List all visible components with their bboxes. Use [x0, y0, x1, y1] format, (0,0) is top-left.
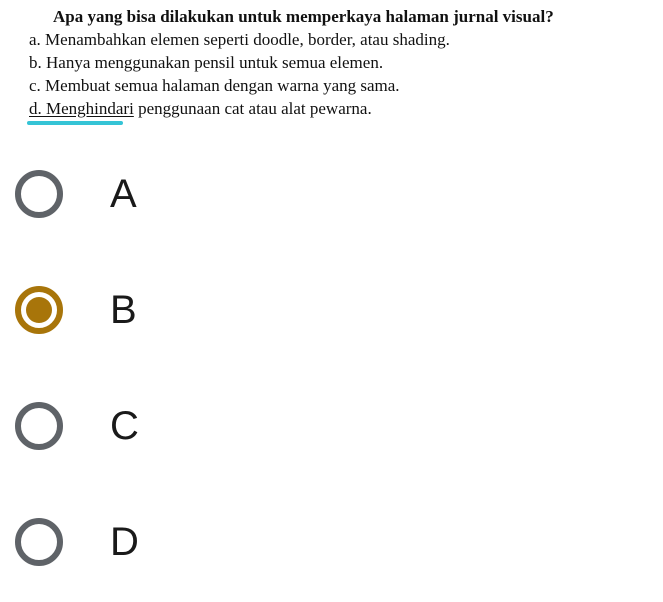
answer-choices	[0, 140, 663, 602]
radio-button-b[interactable]	[15, 286, 63, 334]
choice-b[interactable]	[0, 260, 300, 360]
highlight-bar	[27, 121, 123, 125]
question-option-c-text: c. Membuat semua halaman dengan warna yang sama.	[29, 76, 400, 95]
choice-label-c: C	[110, 404, 139, 448]
choice-label-a: A	[110, 172, 137, 216]
choice-label-d: D	[110, 520, 139, 564]
option-d-rest: penggunaan cat atau alat pewarna.	[133, 99, 372, 118]
radio-button-d[interactable]	[15, 518, 63, 566]
radio-button-c[interactable]	[15, 402, 63, 450]
question-block	[0, 0, 663, 130]
radio-button-a[interactable]	[15, 170, 63, 218]
option-d-underlined-word: d. Menghindari	[29, 99, 134, 118]
question-option-d-text	[29, 98, 372, 120]
question-option-b-text: b. Hanya menggunakan pensil untuk semua elemen.	[29, 53, 384, 72]
radio-selected-dot	[26, 297, 52, 323]
question-title: Apa yang bisa dilakukan untuk memperkaya halaman jurnal visual?	[53, 7, 554, 26]
choice-label-b: B	[110, 288, 137, 332]
choice-d[interactable]	[0, 492, 300, 592]
choice-c[interactable]	[0, 376, 300, 476]
question-option-a-text: a. Menambahkan elemen seperti doodle, border, atau shading.	[29, 30, 450, 49]
choice-a[interactable]	[0, 144, 300, 244]
